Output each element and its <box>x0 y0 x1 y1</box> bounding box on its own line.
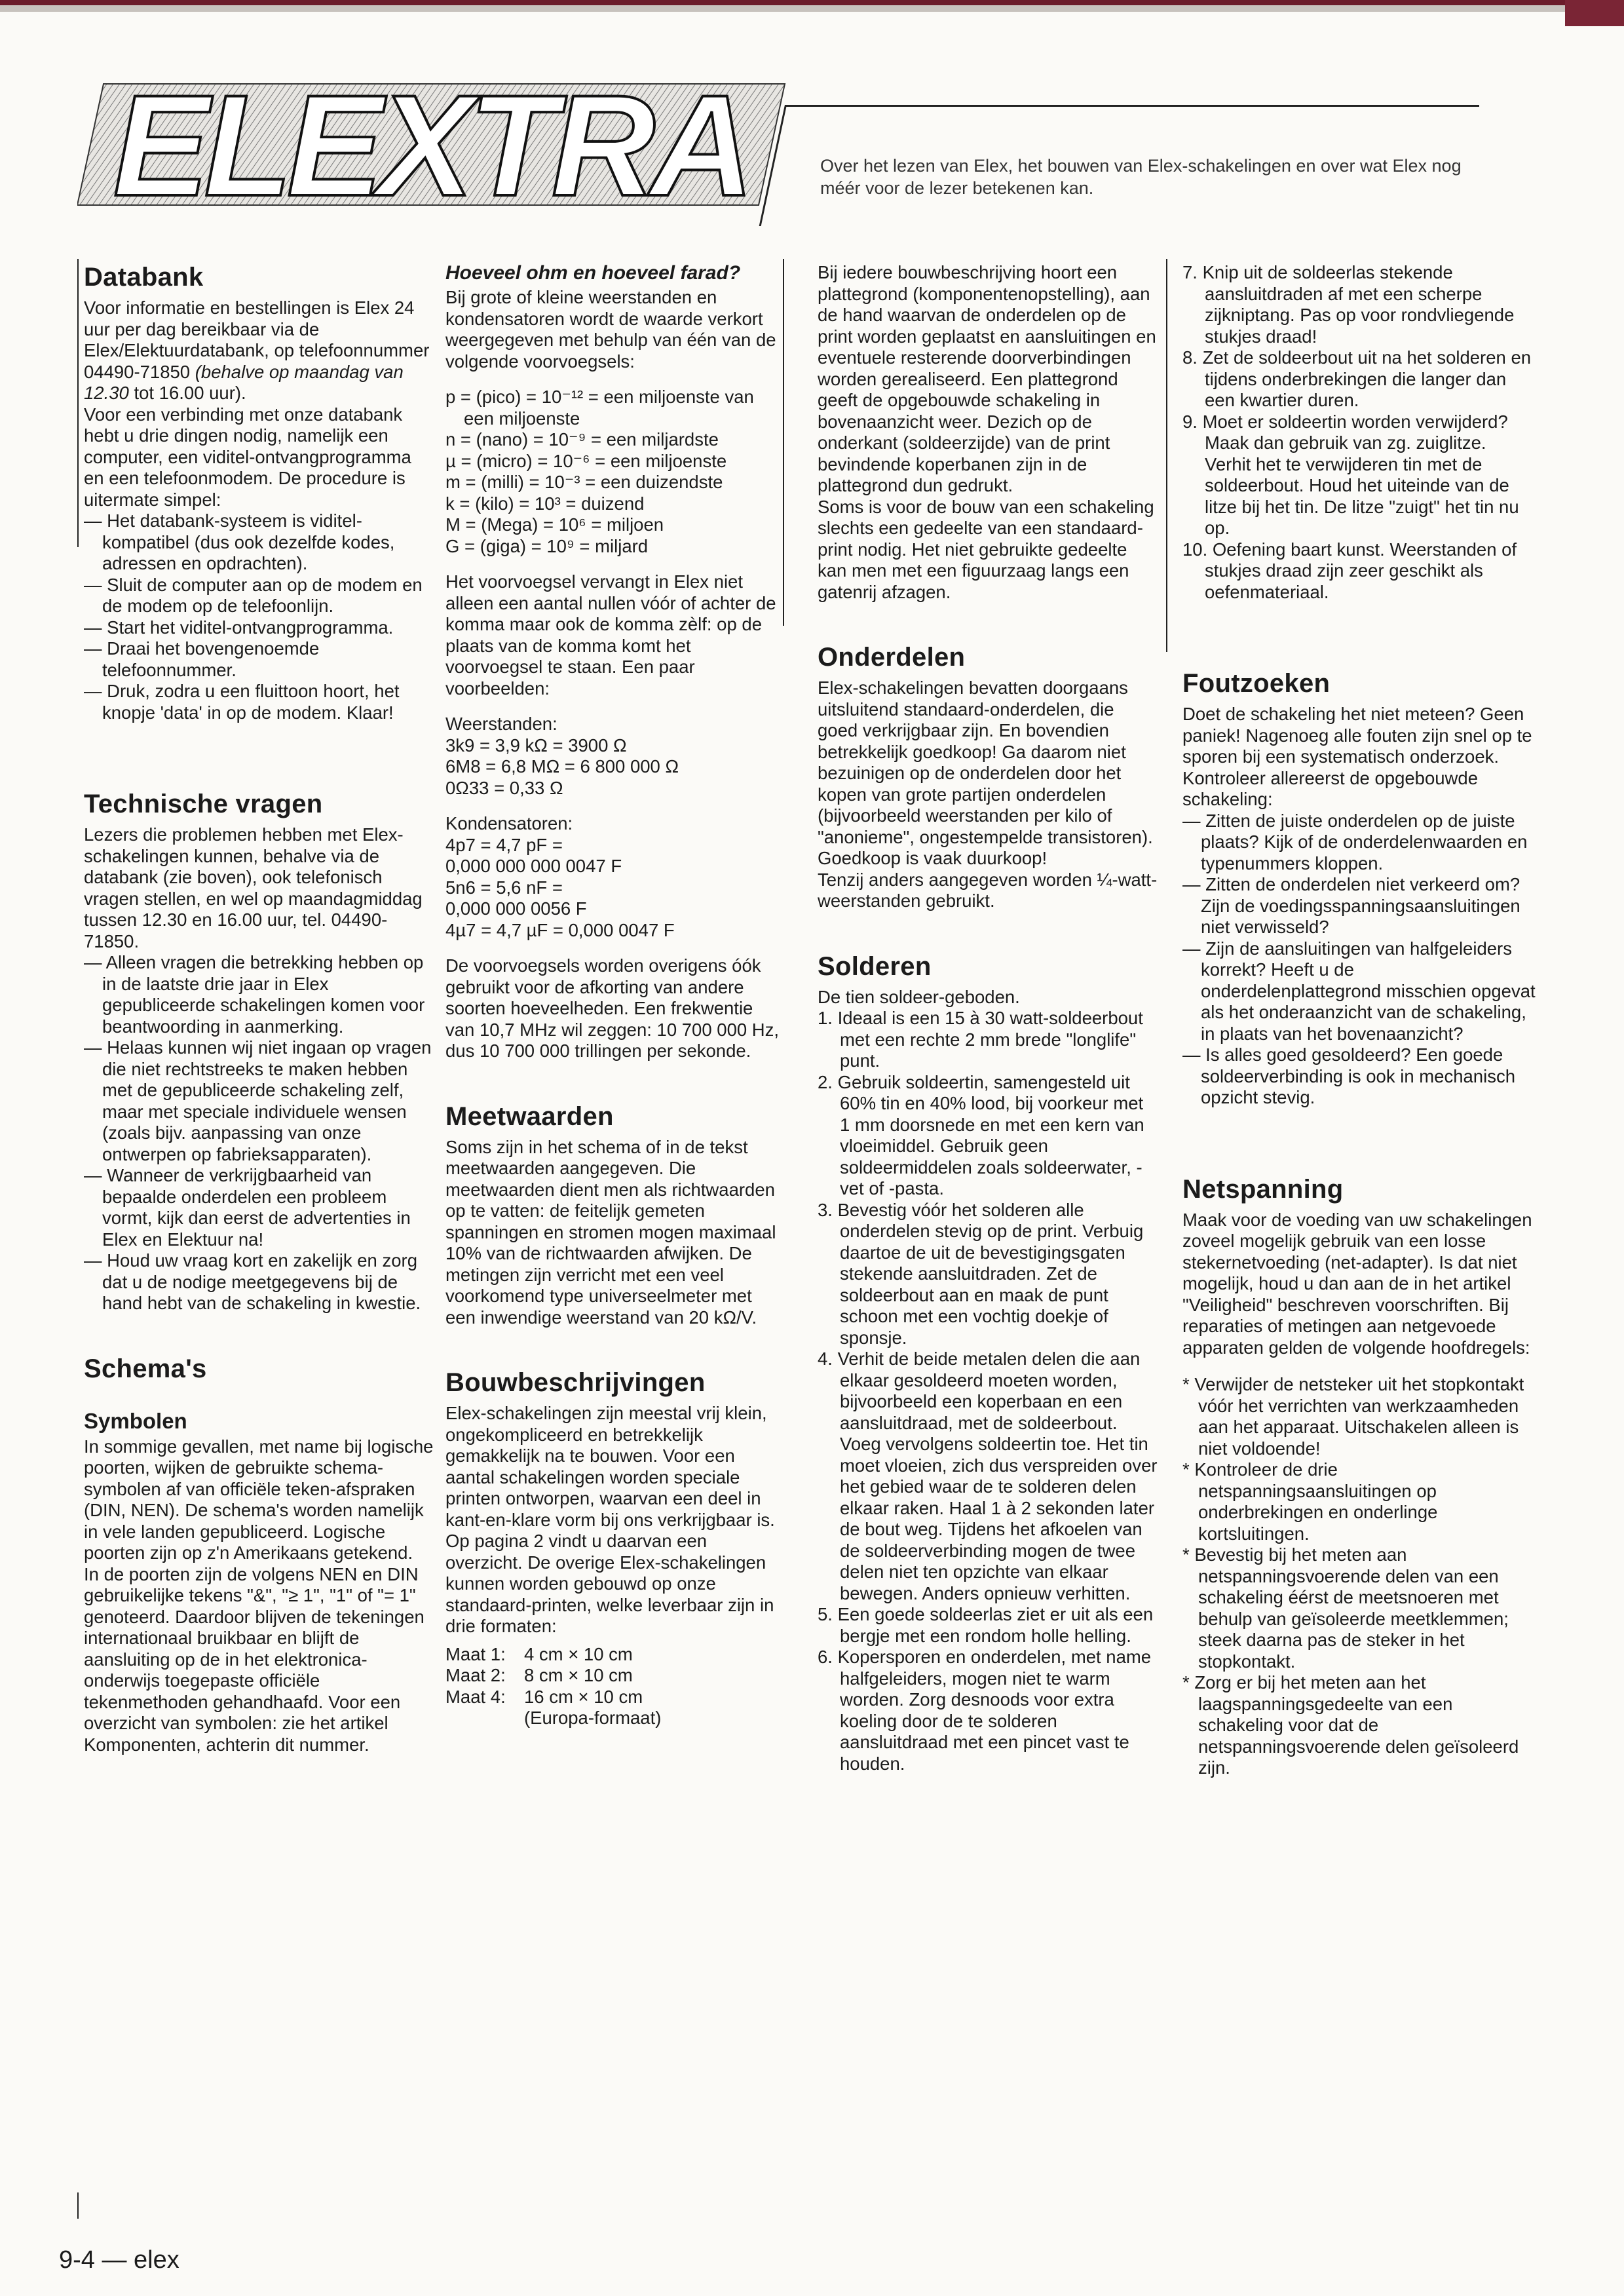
paragraph: Soms is voor de bouw van een schakeling slechts een gedeelte van een standaard-print nodig. Het niet gebruikte gedeelte kan men met een figuurzaag langs een gatenrij afzagen. <box>818 496 1154 602</box>
list-item: * Zorg er bij het meten aan het laagspanningsgedeelte van een schakeling voor dat de netspanningsvoerende delen geïsoleerd zijn. <box>1182 1672 1519 1778</box>
paragraph: Lezers die problemen hebben met Elex-schakelingen kunnen, behalve via de databank (zie boven), ook telefonisch vragen stellen, en wel op maandagmiddag tussen 12.30 en 16.00 uur, tel. 04490-71850. <box>84 824 423 951</box>
example: 3k9 = 3,9 kΩ = 3900 Ω <box>445 735 627 756</box>
list-item: — Zijn de aansluitingen van halfgeleiders korrekt? Heeft u de onderdelenplattegrond misschien opgevat als het onderaanzicht van de schakeling, in plaats van het bovenaanzicht? <box>1182 938 1536 1044</box>
list-item: — Draai het bovengenoemde telefoonnummer. <box>84 638 320 680</box>
paragraph: Voor informatie en bestellingen is Elex 24 uur per dag bereikbaar via de Elex/Elektuurdatabank, op telefoonnummer 04490-71850 (behalve op maandag van 12.30 tot 16.00 uur). <box>84 297 430 403</box>
prefix-item: k = (kilo) = 10³ = duizend <box>445 493 645 514</box>
list-item: * Bevestig bij het meten aan netspanningsvoerende delen van een schakeling éérst de meetsnoeren met behulp van geïsoleerde meetklemmen; steek daarna pas de steker in het stopkontakt. <box>1182 1544 1509 1672</box>
list-item: 9. Moet er soldeertin worden verwijderd? Maak dan gebruik van zg. zuiglitze. Verhit het te verwijderen tin met de soldeerbout. Houd het uiteinde van de litze bij het tin. De litze "zuigt" het tin nu op. <box>1182 411 1519 538</box>
list-item: 1. Ideaal is een 15 à 30 watt-soldeerbout met een rechte 2 mm brede "longlife" punt. <box>818 1008 1143 1071</box>
prefix-item: M = (Mega) = 10⁶ = miljoen <box>445 514 664 535</box>
section-bouwbeschrijvingen <box>445 1368 786 1729</box>
paragraph: Soms zijn in het schema of in de tekst meetwaarden aangegeven. Die meetwaarden dient men als richtwaarden op te vatten: de feitelijk gemeten spanningen en stromen mogen maximaal 10% van de richtwaarden afwijken. De metingen zijn verricht met een veel voorkomend type universeelmeter met een inwendige weerstand van 20 kΩ/V. <box>445 1136 776 1328</box>
section-onderdelen <box>818 642 1158 912</box>
section-title: Meetwaarden <box>445 1101 614 1131</box>
list-item: 10. Oefening baart kunst. Weerstanden of stukjes draad zijn zeer geschikt als oefenmateriaal. <box>1182 539 1517 602</box>
list-item: — Wanneer de verkrijgbaarheid van bepaalde onderdelen een probleem vormt, kijk dan eerst de advertenties in Elex en Elektuur na! <box>84 1165 411 1250</box>
board-sizes: Maat 1: 4 cm × 10 cm Maat 2: 8 cm × 10 cm Maat 4: 16 cm × 10 cm (Europa-formaat) <box>445 1643 662 1728</box>
paragraph: Bij grote of kleine weerstanden en kondensatoren wordt de waarde verkort weergegeven met behulp van één van de volgende voorvoegsels: <box>445 287 776 372</box>
subsection-title: Symbolen <box>84 1408 187 1433</box>
page-footer: 9-4 — elex <box>59 2246 179 2274</box>
section-title: Bouwbeschrijvingen <box>445 1368 706 1397</box>
prefix-item: G = (giga) = 10⁹ = miljard <box>445 535 649 556</box>
list-item: — Sluit de computer aan op de modem en de modem op de telefoonlijn. <box>84 574 423 616</box>
section-netspanning <box>1182 1174 1536 1779</box>
example: 0,000 000 000 0047 F <box>445 856 622 876</box>
list-item: 6. Kopersporen en onderdelen, met name halfgeleiders, mogen niet te warm worden. Zorg desnoods voor extra koeling door de te solderen aansluitdraad met een pincet vast te houden. <box>818 1647 1152 1774</box>
paragraph: Bij iedere bouwbeschrijving hoort een plattegrond (komponentenopstelling), aan de hand waarvan de onderdelen op de print worden geplaatst en aansluitingen en eventuele resterende doorverbindingen worden gerealiseerd. Een plattegrond geeft de opgebouwde schakeling in bovenaanzicht weer. Dezich op de onderkant (soldeerzijde) van de print bevindende koperbanen zijn in de plattegrond dun gedrukt. <box>818 262 1156 495</box>
column-3 <box>818 262 1158 1774</box>
paragraph: Maak voor de voeding van uw schakelingen zoveel mogelijk gebruik van een losse stekernetvoeding (net-adapter). Is dat niet mogelijk, houd u dan aan de in het artikel "Veiligheid" beschreven voorschriften. Bij reparaties of metingen aan netgevoede apparaten gelden de volgende hoofdregels: <box>1182 1209 1532 1358</box>
section-title: Schema's <box>84 1354 207 1383</box>
list-item: * Kontroleer de drie netspanningsaansluitingen op onderbrekingen en onderlinge kortsluitingen. <box>1182 1459 1438 1544</box>
top-border-shade <box>0 5 1624 12</box>
list-item: — Zitten de onderdelen niet verkeerd om? Zijn de voedingsspanningsaansluitingen niet verwisseld? <box>1182 874 1520 937</box>
footer-rule <box>77 2192 79 2219</box>
paragraph: De tien soldeer-geboden. <box>818 986 1020 1007</box>
section-title: Onderdelen <box>818 643 966 672</box>
prefix-item: n = (nano) = 10⁻⁹ = een miljardste <box>445 429 719 450</box>
list-item: 8. Zet de soldeerbout uit na het solderen en tijdens onderbrekingen die langer dan een kwartier duren. <box>1182 347 1532 410</box>
list-item: — Houd uw vraag kort en zakelijk en zorg dat u de nodige meetgegevens bij de hand hebt van de schakeling in kwestie. <box>84 1250 421 1313</box>
section-title: Solderen <box>818 951 932 981</box>
elextra-logo <box>77 71 798 218</box>
prefix-list <box>445 387 786 557</box>
column-1 <box>77 262 434 1755</box>
list-item: 4. Verhit de beide metalen delen die aan elkaar gesoldeerd moeten worden, bijvoorbeeld een koperbaan en een aansluitdraad, met de soldeerbout. Voeg vervolgens soldeertin toe. Het tin moet vloeien, zich dus verspreiden over het gebied waar de te solderen delen elkaar raken. Haal 1 à 2 sekonden later de bout weg. Tijdens het afkoelen van de soldeerverbinding mogen de twee delen niet ten opzichte van elkaar bewegen. Anders opnieuw verhitten. <box>818 1349 1158 1603</box>
top-border <box>0 0 1624 5</box>
corner-mark <box>1565 0 1624 26</box>
list-item: — Zitten de juiste onderdelen op de juiste plaats? Kijk of de onderdelenwaarden en typenummers kloppen. <box>1182 810 1528 873</box>
list-item: 3. Bevestig vóór het solderen alle onderdelen stevig op de print. Verbuig daartoe de uit de bevestigingsgaten stekende aansluitdraden. Zet de soldeerbout aan en maak de punt schoon met een vochtig doekje of sponsje. <box>818 1199 1144 1348</box>
example: 4p7 = 4,7 pF = <box>445 834 563 855</box>
section-schemas <box>84 1354 434 1756</box>
list-item: 7. Knip uit de soldeerlas stekende aansluitdraden af met een scherpe zijkniptang. Pas op voor rondvliegende stukjes draad! <box>1182 262 1515 347</box>
column-4 <box>1182 262 1536 1779</box>
prefix-item: p = (pico) = 10⁻¹² = een miljoenste van een miljoenste <box>445 387 754 429</box>
list-item: 5. Een goede soldeerlas ziet er uit als een bergje met een rondom holle helling. <box>818 1604 1154 1646</box>
section-technische-vragen <box>84 789 434 1314</box>
list-item: — Start het viditel-ontvangprogramma. <box>84 617 394 638</box>
prefix-item: µ = (micro) = 10⁻⁶ = een miljoenste <box>445 450 727 471</box>
paragraph: Elex-schakelingen bevatten doorgaans uitsluitend standaard-onderdelen, die goed verkrijgbaar zijn. En bovendien betrekkelijk goedkoop! Ga daarom niet bezuinigen op de onderdelen door het kopen van grote partijen onderdelen (bijvoorbeeld weerstanden per kilo of "anonieme", ongestempelde transistoren). Goedkoop is vaak duurkoop! <box>818 678 1153 868</box>
logo-text: ELEXTRA <box>113 71 749 218</box>
section-foutzoeken <box>1182 668 1536 1109</box>
list-item: * Verwijder de netsteker uit het stopkontakt vóór het verrichten van werkzaamheden aan het apparaat. Uitschakelen alleen is niet voldoende! <box>1182 1374 1524 1459</box>
section-title: Technische vragen <box>84 790 323 818</box>
paragraph: In sommige gevallen, met name bij logische poorten, wijken de gebruikte schema-symbolen af van officiële teken-afspraken (DIN, NEN). De schema's worden namelijk in vele landen gepubliceerd. Logische poorten zijn op z'n Amerikaans getekend. <box>84 1436 434 1563</box>
section-databank <box>84 262 434 723</box>
paragraph: Het voorvoegsel vervangt in Elex niet alleen een aantal nullen vóór of achter de komma maar ook de komma zèlf: op de plaats van de komma komt het voorvoegsel te staan. Een paar voorbeelden: <box>445 571 776 698</box>
section-meetwaarden <box>445 1101 786 1329</box>
list-item: — Druk, zodra u een fluittoon hoort, het knopje 'data' in op de modem. Klaar! <box>84 681 400 723</box>
example: 0Ω33 = 0,33 Ω <box>445 777 563 798</box>
paragraph: Voor een verbinding met onze databank hebt u drie dingen nodig, namelijk een computer, een viditel-ontvangprogramma en een telefoonmodem. De procedure is uitermate simpel: <box>84 404 411 510</box>
prefix-item: m = (milli) = 10⁻³ = een duizendste <box>445 472 723 492</box>
example: 4µ7 = 4,7 µF = 0,000 0047 F <box>445 919 675 940</box>
section-solderen <box>818 951 1158 1775</box>
label: Weerstanden: <box>445 714 557 734</box>
section-title: Netspanning <box>1182 1174 1344 1204</box>
header-rule <box>785 105 1479 107</box>
paragraph: In de poorten zijn de volgens NEN en DIN gebruikelijke tekens "&", "≥ 1", "1" of "= 1" genoteerd. Daardoor blijven de tekeningen internationaal bruikbaar en blijft de aansluiting op de in het elektronica-onderwijs toegepaste officiële tekenmethoden gehandhaafd. Voor een overzicht van symbolen: zie het artikel Komponenten, achterin dit nummer. <box>84 1563 425 1755</box>
example: 5n6 = 5,6 nF = <box>445 877 563 898</box>
paragraph: Elex-schakelingen zijn meestal vrij klein, ongekompliceerd en betrekkelijk gemakkelijk na te bouwen. Voor een aantal schakelingen worden speciale printen ontworpen, waarvan een deel in kant-en-klare vorm bij ons verkrijgbaar is. Op pagina 2 vindt u daarvan een overzicht. De overige Elex-schakelingen kunnen worden gebouwd op onze standaard-printen, welke leverbaar zijn in drie formaten: <box>445 1403 775 1636</box>
list-item: — Helaas kunnen wij niet ingaan op vragen die niet rechtstreeks te maken hebben met de gepubliceerde schakeling zelf, maar met speciale individuele wensen (zoals bijv. aanpassing van onze ontwerpen op fabrieksapparaten). <box>84 1037 432 1164</box>
list-item: — Alleen vragen die betrekking hebben op in de laatste drie jaar in Elex gepubliceerde schakelingen komen voor beantwoording in aanmerking. <box>84 952 425 1037</box>
label: Kondensatoren: <box>445 813 573 833</box>
list-item: — Het databank-systeem is viditel-kompatibel (dus ook dezelfde kodes, adressen en opdrachten). <box>84 510 395 573</box>
paragraph: Tenzij anders aangegeven worden ¼-watt-weerstanden gebruikt. <box>818 869 1158 911</box>
example: 6M8 = 6,8 MΩ = 6 800 000 Ω <box>445 756 679 776</box>
section-title: Hoeveel ohm en hoeveel farad? <box>445 262 741 284</box>
section-hoeveel-ohm <box>445 262 786 1062</box>
paragraph: Doet de schakeling het niet meteen? Geen paniek! Nagenoeg alle fouten zijn snel op te sporen bij een systematisch onderzoek. Kontroleer allereerst de opgebouwde schakeling: <box>1182 704 1532 809</box>
list-item: 2. Gebruik soldeertin, samengesteld uit 60% tin en 40% lood, bij voorkeur met 1 mm doorsnede en met een kern van vloeimiddel. Gebruik geen soldeermiddelen zoals soldeerwater, -vet of -pasta. <box>818 1071 1144 1198</box>
example: 0,000 000 0056 F <box>445 898 587 919</box>
intro-text: Over het lezen van Elex, het bouwen van Elex-schakelingen en over wat Elex nog méér voor de lezer betekenen kan. <box>820 156 1462 198</box>
paragraph: De voorvoegsels worden overigens óók gebruikt voor de afkorting van andere soorten hoeveelheden. Een frekwentie van 10,7 MHz wil zeggen: 10 700 000 Hz, dus 10 700 000 trillingen per sekonde. <box>445 955 780 1061</box>
section-title: Databank <box>84 263 204 292</box>
column-2 <box>445 262 786 1729</box>
list-item: — Is alles goed gesoldeerd? Een goede soldeerverbinding is ook in mechanisch opzicht stevig. <box>1182 1044 1515 1107</box>
column-rule <box>1166 259 1167 652</box>
section-title: Foutzoeken <box>1182 669 1331 698</box>
